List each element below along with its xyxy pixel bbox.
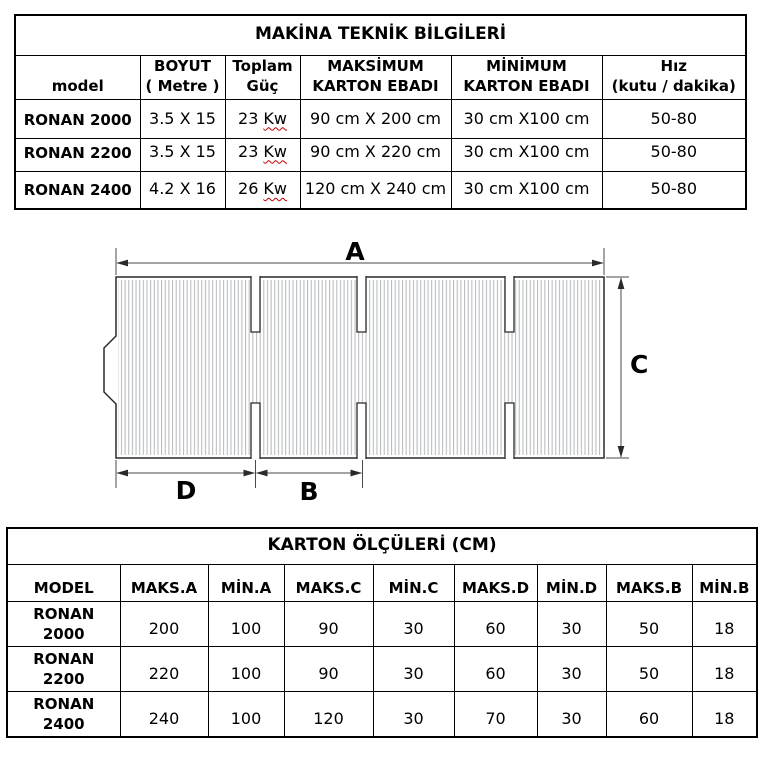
maks-c-cell: 90 bbox=[284, 601, 373, 646]
machine-table-title: MAKİNA TEKNİK BİLGİLERİ bbox=[15, 15, 746, 55]
maks-karton-cell: 90 cm X 220 cm bbox=[300, 138, 451, 171]
kw-unit: Kw bbox=[263, 179, 287, 198]
maks-c-cell: 120 bbox=[284, 691, 373, 737]
boyut-cell: 4.2 X 16 bbox=[140, 171, 225, 209]
model-name-cell: RONAN 2000 bbox=[15, 99, 140, 138]
hiz-cell: 50-80 bbox=[602, 99, 746, 138]
top-slot bbox=[251, 276, 260, 332]
min-b-cell: 18 bbox=[692, 601, 757, 646]
col-header-maks-b: MAKS.B bbox=[606, 564, 692, 601]
guc-cell: 26 Kw bbox=[225, 171, 300, 209]
label-B: B bbox=[299, 477, 319, 506]
maks-d-cell: 60 bbox=[454, 646, 537, 691]
col-header-maks-a: MAKS.A bbox=[120, 564, 208, 601]
maks-d-cell: 60 bbox=[454, 601, 537, 646]
dimension-D-B bbox=[116, 460, 363, 488]
maks-a-cell: 220 bbox=[120, 646, 208, 691]
min-d-cell: 30 bbox=[537, 646, 606, 691]
model-name-cell: RONAN 2000 bbox=[7, 601, 120, 646]
maks-a-cell: 240 bbox=[120, 691, 208, 737]
guc-cell: 23 Kw bbox=[225, 138, 300, 171]
kw-unit: Kw bbox=[263, 141, 287, 161]
boyut-cell: 3.5 X 15 bbox=[140, 138, 225, 171]
col-header-hiz: Hız (kutu / dakika) bbox=[602, 55, 746, 99]
col-header-model: MODEL bbox=[7, 564, 120, 601]
col-header-min-a: MİN.A bbox=[208, 564, 284, 601]
label-C: C bbox=[630, 350, 649, 379]
maks-karton-cell: 120 cm X 240 cm bbox=[300, 171, 451, 209]
col-header-minimum-karton: MİNİMUM KARTON EBADI bbox=[451, 55, 602, 99]
maks-d-cell: 70 bbox=[454, 691, 537, 737]
bottom-slot bbox=[357, 403, 366, 459]
hiz-cell: 50-80 bbox=[602, 138, 746, 171]
hiz-cell: 50-80 bbox=[602, 171, 746, 209]
bottom-slot bbox=[251, 403, 260, 459]
min-b-cell: 18 bbox=[692, 691, 757, 737]
col-header-maks-d: MAKS.D bbox=[454, 564, 537, 601]
col-header-min-d: MİN.D bbox=[537, 564, 606, 601]
label-A: A bbox=[345, 237, 365, 266]
carton-dimensions-table bbox=[6, 527, 758, 738]
dimension-C bbox=[606, 277, 629, 458]
boyut-cell: 3.5 X 15 bbox=[140, 99, 225, 138]
min-c-cell: 30 bbox=[373, 646, 454, 691]
guc-cell: 23 Kw bbox=[225, 99, 300, 138]
min-a-cell: 100 bbox=[208, 646, 284, 691]
min-karton-cell: 30 cm X100 cm bbox=[451, 171, 602, 209]
karton-table-row bbox=[7, 601, 757, 646]
maks-b-cell: 60 bbox=[606, 691, 692, 737]
col-header-model: model bbox=[15, 55, 140, 99]
col-header-maks-c: MAKS.C bbox=[284, 564, 373, 601]
col-header-maksimum-karton: MAKSİMUM KARTON EBADI bbox=[300, 55, 451, 99]
min-a-cell: 100 bbox=[208, 691, 284, 737]
col-header-min-c: MİN.C bbox=[373, 564, 454, 601]
maks-karton-cell: 90 cm X 200 cm bbox=[300, 99, 451, 138]
top-slot bbox=[505, 276, 514, 332]
min-a-cell: 100 bbox=[208, 601, 284, 646]
top-slot bbox=[357, 276, 366, 332]
model-name-cell: RONAN 2400 bbox=[7, 691, 120, 737]
model-name-cell: RONAN 2200 bbox=[7, 646, 120, 691]
maks-b-cell: 50 bbox=[606, 601, 692, 646]
maks-c-cell: 90 bbox=[284, 646, 373, 691]
maks-a-cell: 200 bbox=[120, 601, 208, 646]
col-header-toplam-guc: Toplam Güç bbox=[225, 55, 300, 99]
min-c-cell: 30 bbox=[373, 601, 454, 646]
bottom-slot bbox=[505, 403, 514, 459]
min-karton-cell: 30 cm X100 cm bbox=[451, 138, 602, 171]
min-karton-cell: 30 cm X100 cm bbox=[451, 99, 602, 138]
min-d-cell: 30 bbox=[537, 601, 606, 646]
label-D: D bbox=[175, 476, 197, 505]
model-name-cell: RONAN 2200 bbox=[15, 138, 140, 171]
min-b-cell: 18 bbox=[692, 646, 757, 691]
karton-table-row bbox=[7, 691, 757, 737]
col-header-boyut: BOYUT ( Metre ) bbox=[140, 55, 225, 99]
karton-table-row bbox=[7, 646, 757, 691]
karton-table-title: KARTON ÖLÇÜLERİ (CM) bbox=[7, 528, 757, 564]
min-c-cell: 30 bbox=[373, 691, 454, 737]
model-name-cell: RONAN 2400 bbox=[15, 171, 140, 209]
maks-b-cell: 50 bbox=[606, 646, 692, 691]
col-header-min-b: MİN.B bbox=[692, 564, 757, 601]
kw-unit: Kw bbox=[263, 108, 287, 128]
min-d-cell: 30 bbox=[537, 691, 606, 737]
